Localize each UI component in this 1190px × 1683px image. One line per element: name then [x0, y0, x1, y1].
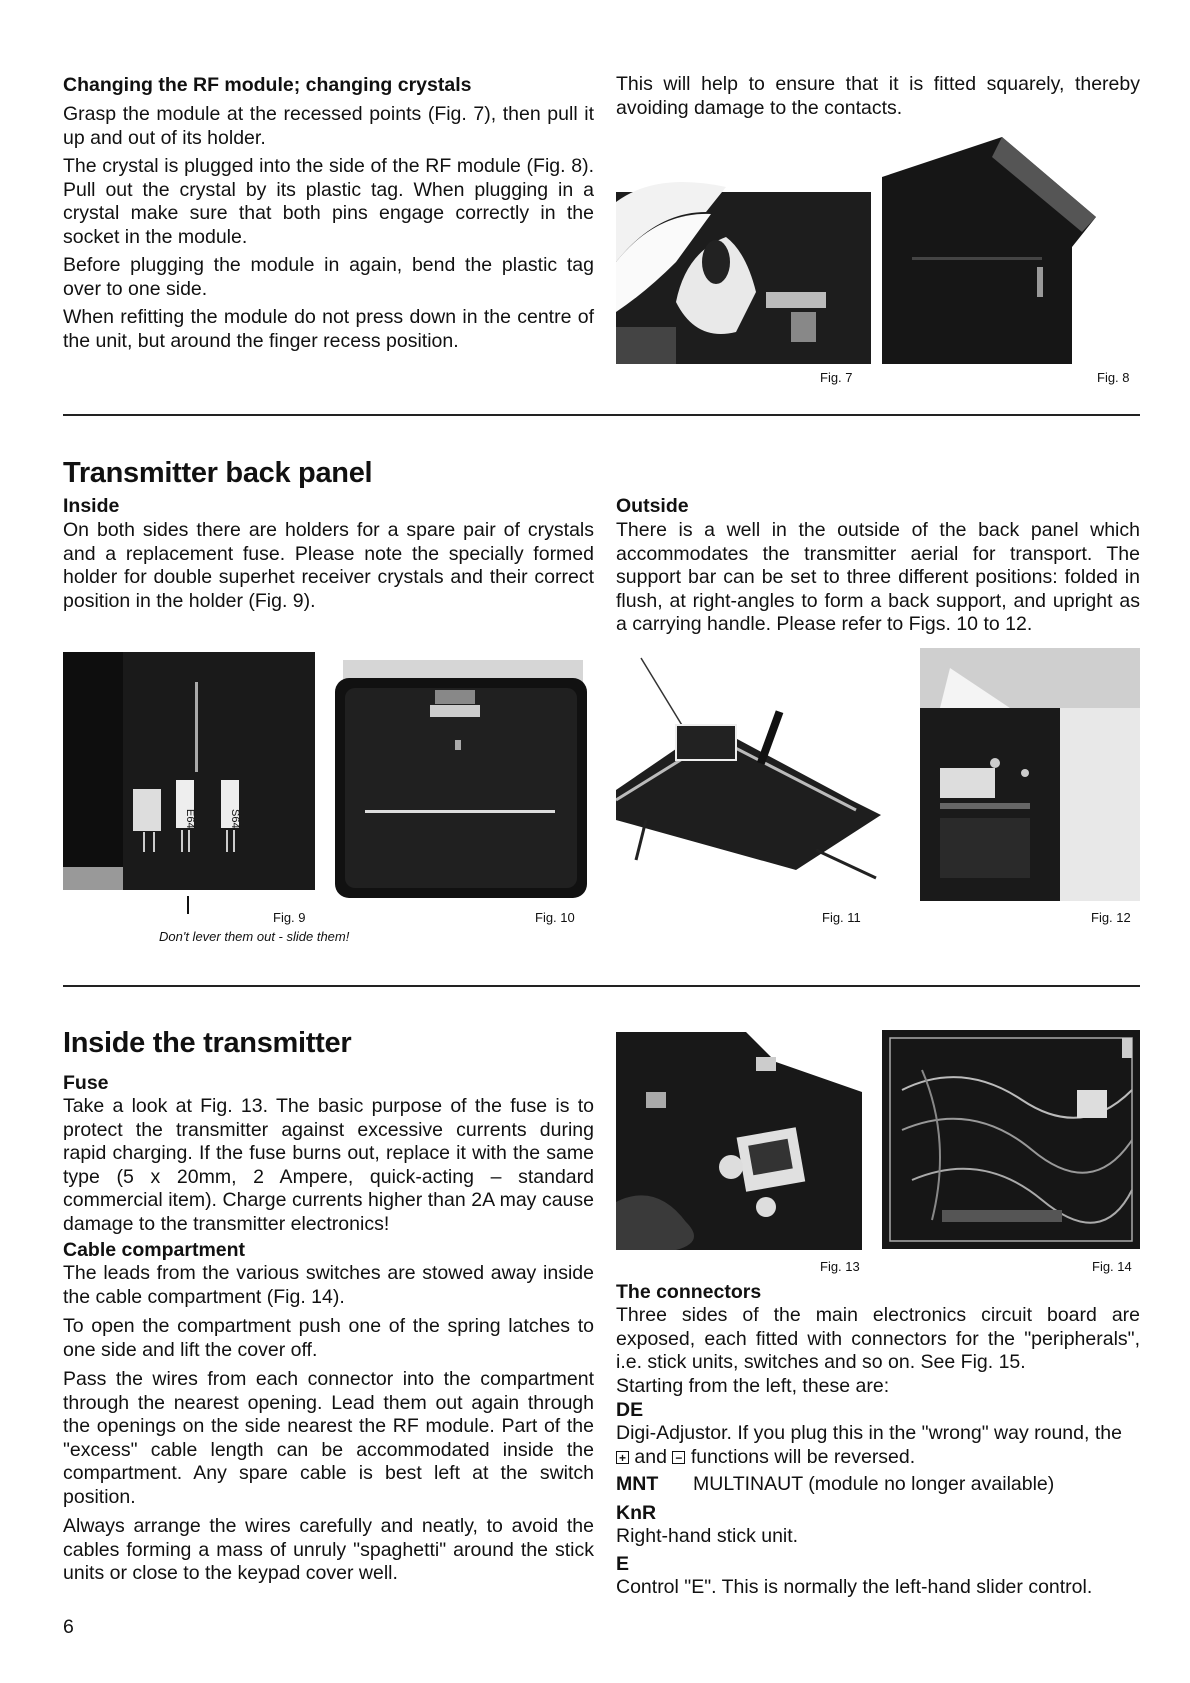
cable-heading: Cable compartment: [63, 1239, 246, 1261]
inside-right-column: [616, 1280, 1140, 1600]
plus-box-icon: +: [616, 1451, 629, 1464]
fig13-caption: Fig. 13: [820, 1259, 860, 1274]
back-inside-heading: Inside: [63, 495, 120, 517]
page-number: 6: [63, 1616, 74, 1638]
back-outside-text: There is a well in the outside of the back panel which accommodates the transmitter aerial for transport. The support bar can be set to three different positions: folded in flush, at right-angles to form a back support, and upright as a carrying handle. Please refer to Figs. 10 to 12.: [616, 519, 1140, 635]
fig14-caption: Fig. 14: [1092, 1259, 1132, 1274]
fig8-photo: [882, 137, 1096, 364]
rf-text-block: [63, 103, 594, 353]
connector-de-term: DE: [616, 1399, 644, 1421]
de-text-and: and: [634, 1445, 667, 1468]
fig9-pointer-line: [187, 896, 189, 914]
fig10-caption: Fig. 10: [535, 910, 575, 925]
back-panel-heading: Transmitter back panel: [63, 457, 373, 489]
inside-heading: Inside the transmitter: [63, 1027, 352, 1059]
cable-paragraph-1: The leads from the various switches are stowed away inside the cable compartment (Fig. 14).: [63, 1262, 594, 1308]
connector-e-term: E: [616, 1553, 630, 1575]
connector-knr-term: KnR: [616, 1501, 657, 1524]
connector-mnt-row: [616, 1473, 1140, 1497]
crystal-label-s64: S64: [229, 809, 241, 829]
cable-paragraph-3: Pass the wires from each connector into the compartment through the nearest opening. Lead them out again through the openings on the side nearest the RF module. Part of the "excess" cable length can be accommodated inside the compartment. Any spare cable is best left at the switch position.: [63, 1368, 594, 1508]
rf-paragraph-4: When refitting the module do not press down in the centre of the unit, but around the finger recess position.: [63, 306, 594, 352]
fig12-photo: [920, 648, 1140, 901]
rf-paragraph-5: This will help to ensure that it is fitted squarely, thereby avoiding damage to the contacts.: [616, 73, 1140, 119]
fig12-caption: Fig. 12: [1091, 910, 1131, 925]
inside-left-column: [63, 1071, 594, 1586]
fig13-photo: [616, 1032, 862, 1250]
cable-paragraph-4: Always arrange the wires carefully and neatly, to avoid the cables forming a mass of unruly "spaghetti" around the stick units or close to the keypad cover well.: [63, 1515, 594, 1584]
section-divider-2: [63, 985, 1140, 987]
connector-mnt-description: MULTINAUT (module no longer available): [693, 1473, 1055, 1495]
back-inside-text: On both sides there are holders for a spare pair of crystals and a replacement fuse. Please note the specially formed holder for double superhet receiver crystals and their correct position in the holder (Fig. 9).: [63, 519, 594, 612]
cable-paragraph-2: To open the compartment push one of the spring latches to one side and lift the cover off.: [63, 1315, 594, 1361]
connectors-text: Three sides of the main electronics circuit board are exposed, each fitted with connectors for the "peripherals", i.e. stick units, switches and so on. See Fig. 15.: [616, 1304, 1140, 1373]
section-divider-1: [63, 414, 1140, 416]
connectors-intro: Starting from the left, these are:: [616, 1374, 890, 1397]
crystal-label-e64: E64: [184, 809, 196, 829]
connectors-heading: The connectors: [616, 1281, 762, 1303]
fuse-text: Take a look at Fig. 13. The basic purpose of the fuse is to protect the transmitter against excessive currents during rapid charging. If the fuse burns out, replace it with the same type (5 x 20mm, 2 Ampere, quick-acting – standard commercial item). Charge currents higher than 2A may cause damage to the transmitter electronics!: [63, 1095, 594, 1235]
rf-heading: Changing the RF module; changing crystals: [63, 74, 472, 96]
de-text-b: functions will be reversed.: [690, 1445, 916, 1468]
rf-paragraph-2: The crystal is plugged into the side of the RF module (Fig. 8). Pull out the crystal by its plastic tag. When plugging in a crystal make sure that both pins engage correctly in the socket in the module.: [63, 155, 594, 248]
fig9-caption: Fig. 9: [273, 910, 306, 925]
fig7-photo: [616, 142, 871, 364]
connector-knr-description: Right-hand stick unit.: [616, 1524, 799, 1547]
fig7-caption: Fig. 7: [820, 370, 853, 385]
minus-box-icon: −: [672, 1451, 685, 1464]
de-text-a: Digi-Adjustor. If you plug this in the "wrong" way round, the: [616, 1422, 1122, 1444]
connector-e-description: Control "E". This is normally the left-hand slider control.: [616, 1576, 1093, 1598]
rf-paragraph-3: Before plugging the module in again, bend the plastic tag over to one side.: [63, 254, 594, 300]
rf-paragraph-1: Grasp the module at the recessed points (Fig. 7), then pull it up and out of its holder.: [63, 103, 594, 149]
connector-mnt-term: MNT: [616, 1473, 659, 1495]
fig9-note: Don't lever them out - slide them!: [159, 929, 350, 944]
connector-de-description: [616, 1422, 1140, 1469]
fuse-heading: Fuse: [63, 1072, 109, 1094]
fig14-photo: [882, 1030, 1140, 1249]
fig11-photo: [616, 650, 898, 895]
fig9-photo: [63, 652, 315, 890]
back-outside-heading: Outside: [616, 495, 689, 517]
fig8-caption: Fig. 8: [1097, 370, 1130, 385]
fig11-caption: Fig. 11: [822, 910, 861, 925]
fig10-photo: [335, 650, 587, 906]
